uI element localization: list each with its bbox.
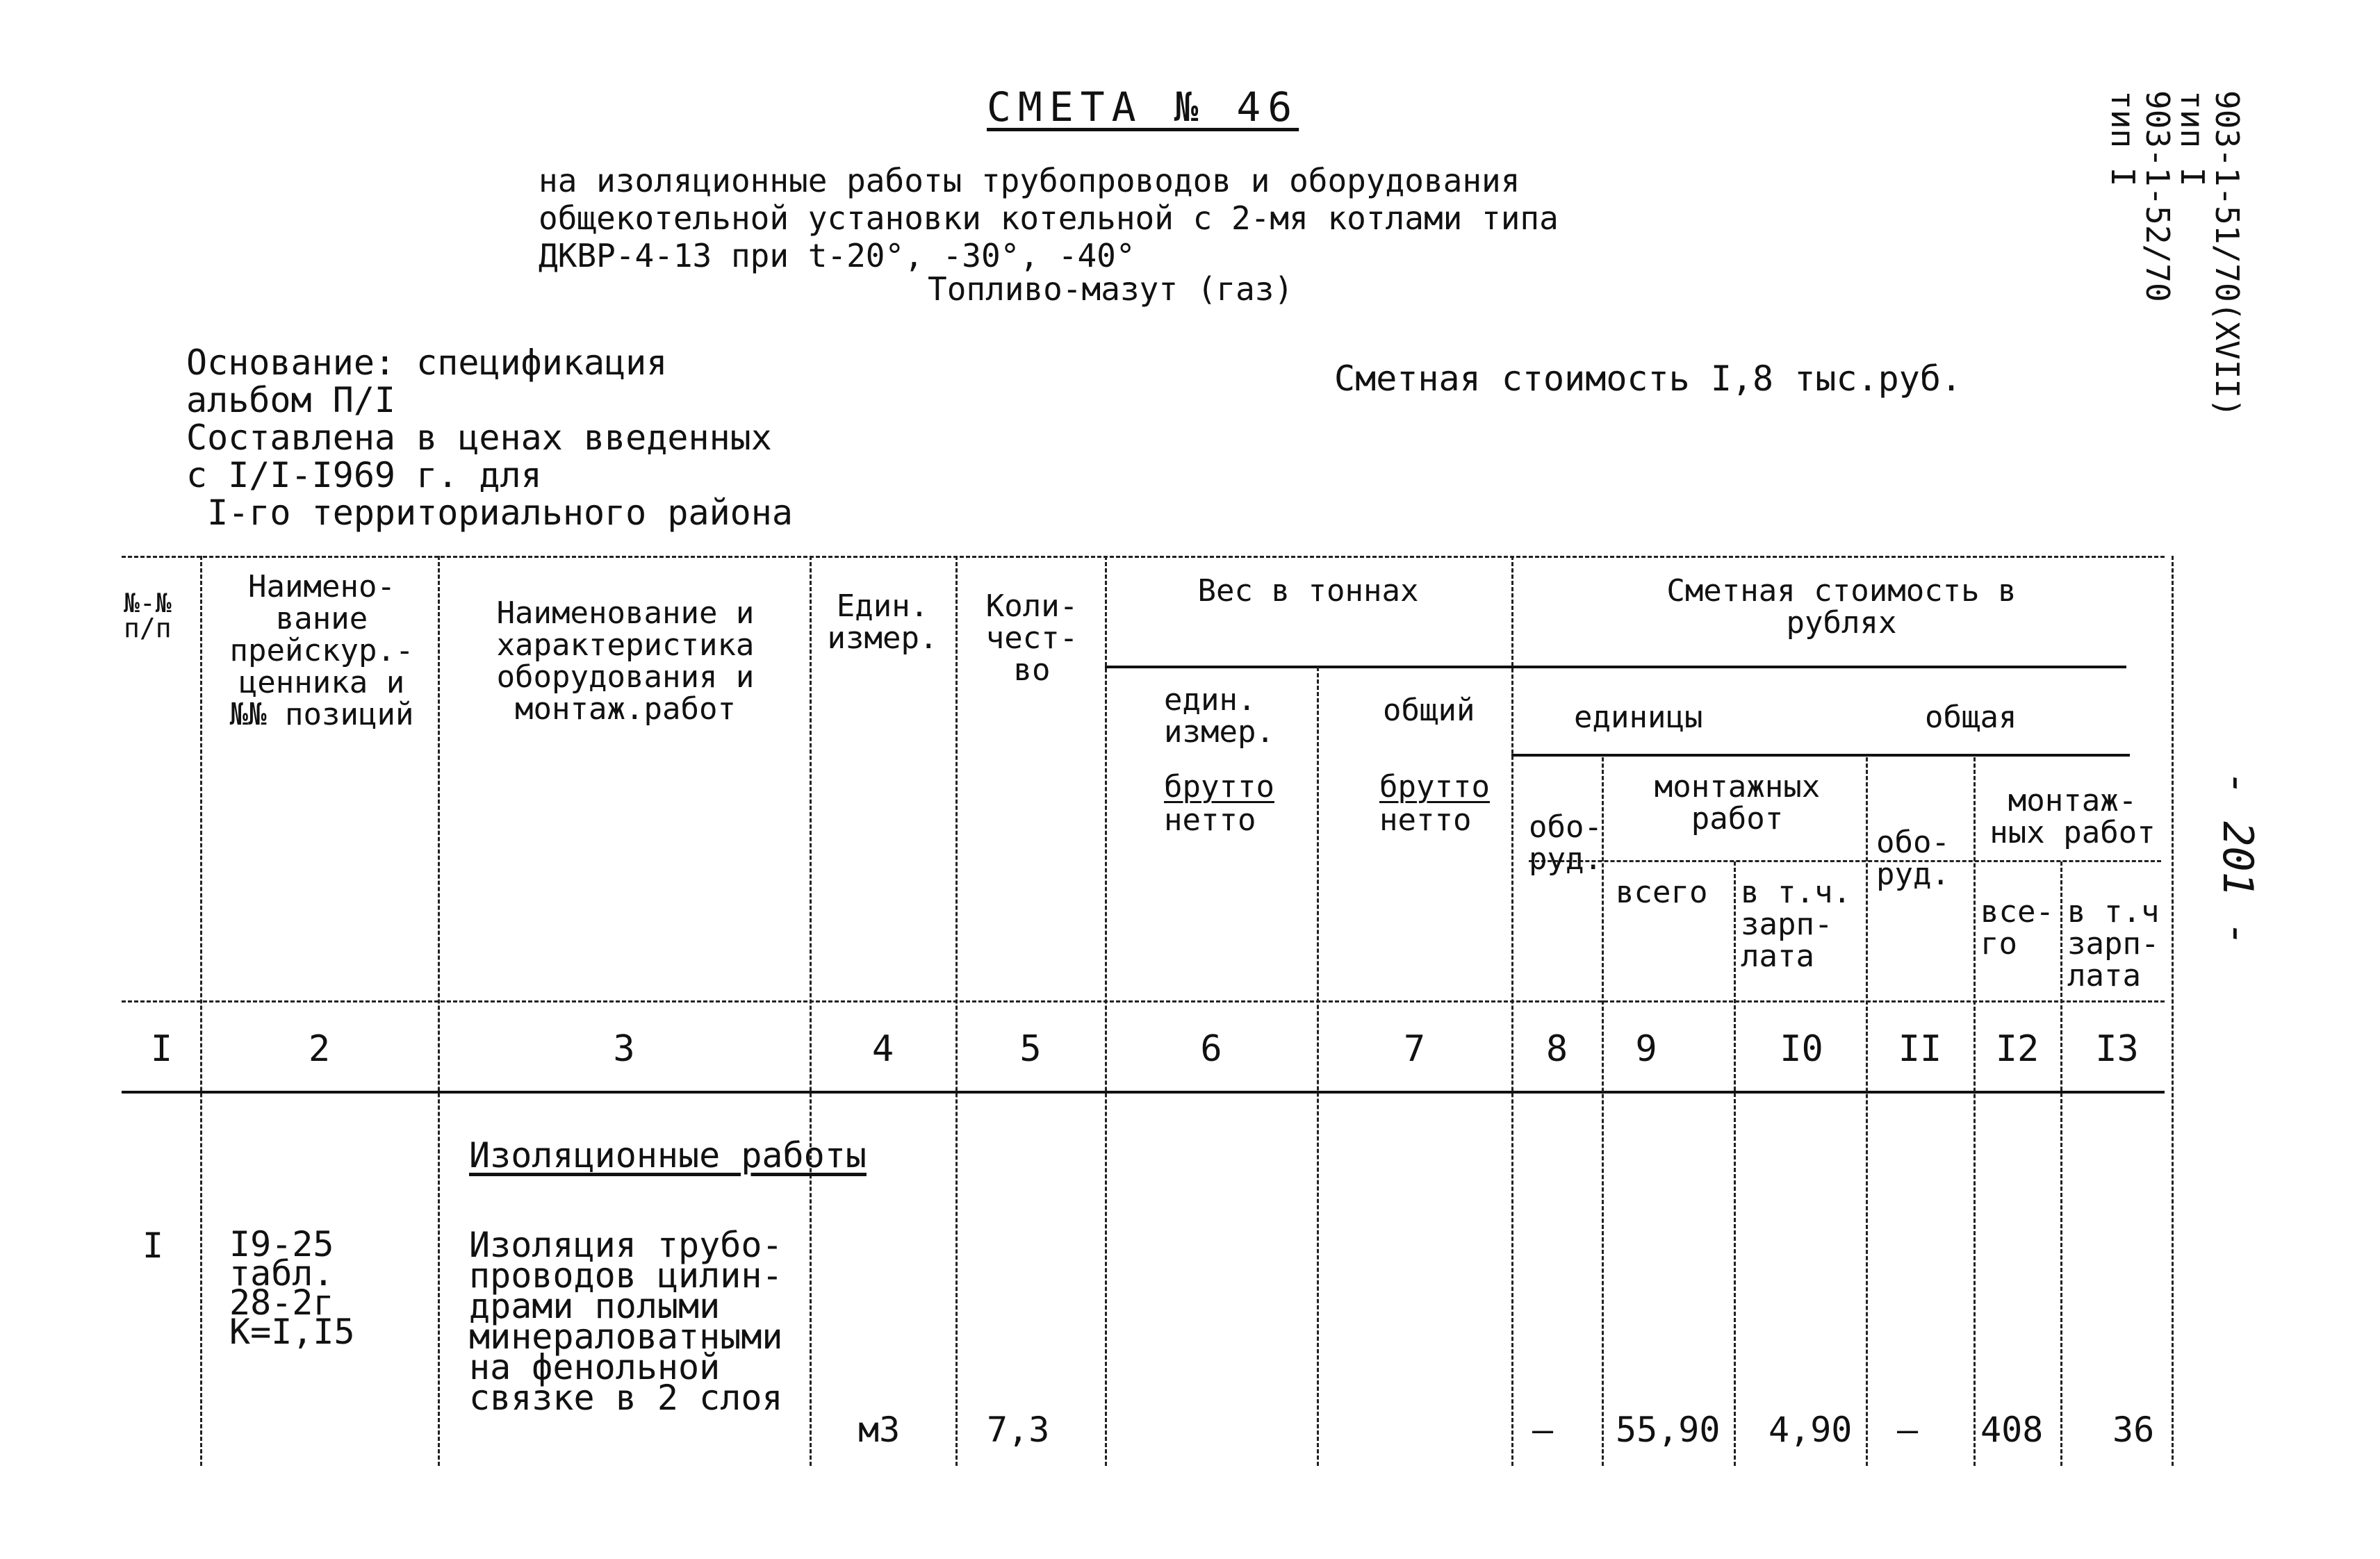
header-cost-group: Сметная стоимость в рублях (1666, 573, 2017, 641)
row-1-price-reference: I9-25 табл. 28-2г К=I,I5 (229, 1224, 355, 1352)
subtitle-line-2: общекотельной установки котельной с 2-мя котлами типа (539, 199, 1559, 237)
basis-block (186, 344, 793, 531)
col-number-12: I2 (1995, 1028, 2040, 1070)
header-unit: Един. измер. (827, 588, 938, 656)
row-1-mount-total-all: 408 (1980, 1410, 2044, 1450)
document-title: СМЕТА № 46 (987, 83, 1299, 131)
header-description: Наименование и характеристика оборудования и монтаж.работ (496, 595, 755, 727)
col-number-4: 4 (871, 1028, 894, 1070)
col-sep-7 (1511, 556, 1513, 1466)
col-sep-12 (2060, 861, 2062, 1466)
header-cost-total: общая (1925, 700, 2017, 735)
stamp-line-4: тип I (2104, 90, 2142, 187)
col-sep-1 (200, 556, 202, 1466)
cost-unit-line (1511, 754, 2130, 757)
header-cost-unit: единицы (1574, 700, 1703, 735)
stamp-line-3: 903-1-52/70 (2139, 90, 2176, 302)
header-weight-unit-brutto: брутто (1164, 769, 1274, 805)
header-weight-total-netto: нетто (1379, 802, 1472, 838)
header-mount-work-total: монтаж- ных работ (1989, 783, 2156, 850)
col-number-8: 8 (1545, 1028, 1568, 1070)
table-right-border (2172, 556, 2174, 1466)
header-quantity: Коли- чест- во (985, 588, 1078, 688)
row-1-number: I (142, 1226, 164, 1266)
page-number: - 201 - (2213, 771, 2262, 947)
header-equipment-unit: обо- руд. (1529, 809, 1602, 877)
header-mount-total-salary: в т.ч зарп- лата (2067, 894, 2160, 993)
col-sep-2 (438, 556, 440, 1466)
fuel-line: Топливо-мазут (газ) (928, 270, 1294, 308)
col-sep-10 (1866, 757, 1868, 1466)
col-number-1: I (150, 1028, 173, 1070)
col-number-9: 9 (1635, 1028, 1657, 1070)
header-weight-total-brutto: брутто (1379, 769, 1490, 805)
row-1-description: Изоляция трубо- проводов цилин- драми полыми минераловатными на фенольной связке в 2 слоя (469, 1225, 783, 1418)
header-bottom-line (122, 1000, 2165, 1003)
estimated-cost: Сметная стоимость I,8 тыс.руб. (1334, 358, 1962, 399)
col-sep-6 (1317, 667, 1319, 1466)
col-number-2: 2 (308, 1028, 331, 1070)
col-number-3: 3 (613, 1028, 635, 1070)
row-1-equipment-total: – (1897, 1410, 1919, 1450)
row-1-mount-total-salary: 36 (2112, 1410, 2155, 1450)
row-1-equipment-unit: – (1532, 1410, 1554, 1450)
basis-line-4: с I/I-I969 г. для (186, 455, 542, 495)
row-1-unit: м3 (858, 1410, 901, 1450)
subtitle-line-3: ДКВР-4-13 при t-20°, -30°, -40° (539, 237, 1135, 274)
header-weight-unit-netto: нетто (1164, 802, 1256, 838)
basis-line-1: Основание: спецификация (186, 343, 668, 383)
col-number-13: I3 (2095, 1028, 2139, 1070)
col-number-10: I0 (1780, 1028, 1823, 1070)
col-sep-9 (1734, 861, 1736, 1466)
header-weight-group: Вес в тоннах (1197, 573, 1419, 609)
header-equipment-total: обо- руд. (1876, 825, 1950, 892)
col-number-5: 5 (1019, 1028, 1042, 1070)
subtitle-line-1: на изоляционные работы трубопроводов и оборудования (539, 162, 1520, 199)
col-sep-3 (810, 556, 812, 1466)
basis-line-2: альбом П/I (186, 380, 396, 420)
basis-line-5: I-го территориального района (186, 493, 793, 533)
stamp-line-1: 903-1-51/70(XVII) (2208, 90, 2246, 418)
row-1-mount-unit-all: 55,90 (1616, 1410, 1721, 1450)
col-number-6: 6 (1200, 1028, 1222, 1070)
section-title: Изоляционные работы (469, 1135, 867, 1176)
column-number-line (122, 1091, 2165, 1094)
col-sep-4 (955, 556, 958, 1466)
header-mount-total-all: все- го (1980, 894, 2054, 962)
header-mount-work-unit: монтажных работ (1654, 769, 1821, 836)
header-price-reference: Наимено- вание прейскур.- ценника и №№ позиций (229, 569, 414, 732)
header-mount-unit-salary: в т.ч. зарп- лата (1741, 875, 1851, 974)
row-1-quantity: 7,3 (987, 1410, 1050, 1450)
header-weight-total: общий (1383, 693, 1475, 728)
cost-split-dashes (1529, 860, 2161, 862)
header-mount-unit-all: всего (1616, 875, 1708, 910)
col-number-7: 7 (1403, 1028, 1426, 1070)
stamp-line-2: тип I (2174, 90, 2211, 187)
weight-cost-subheader-line (1105, 666, 2126, 668)
header-row-number: №-№ п/п (124, 588, 172, 643)
col-number-11: II (1898, 1028, 1942, 1070)
header-weight-unit: един. измер. (1164, 682, 1274, 750)
col-sep-11 (1973, 757, 1976, 1466)
col-sep-5 (1105, 556, 1107, 1466)
table-top-border (122, 556, 2165, 558)
basis-line-3: Составлена в ценах введенных (186, 418, 772, 458)
row-1-mount-unit-salary: 4,90 (1768, 1410, 1853, 1450)
project-code-stamp (2106, 90, 2244, 418)
